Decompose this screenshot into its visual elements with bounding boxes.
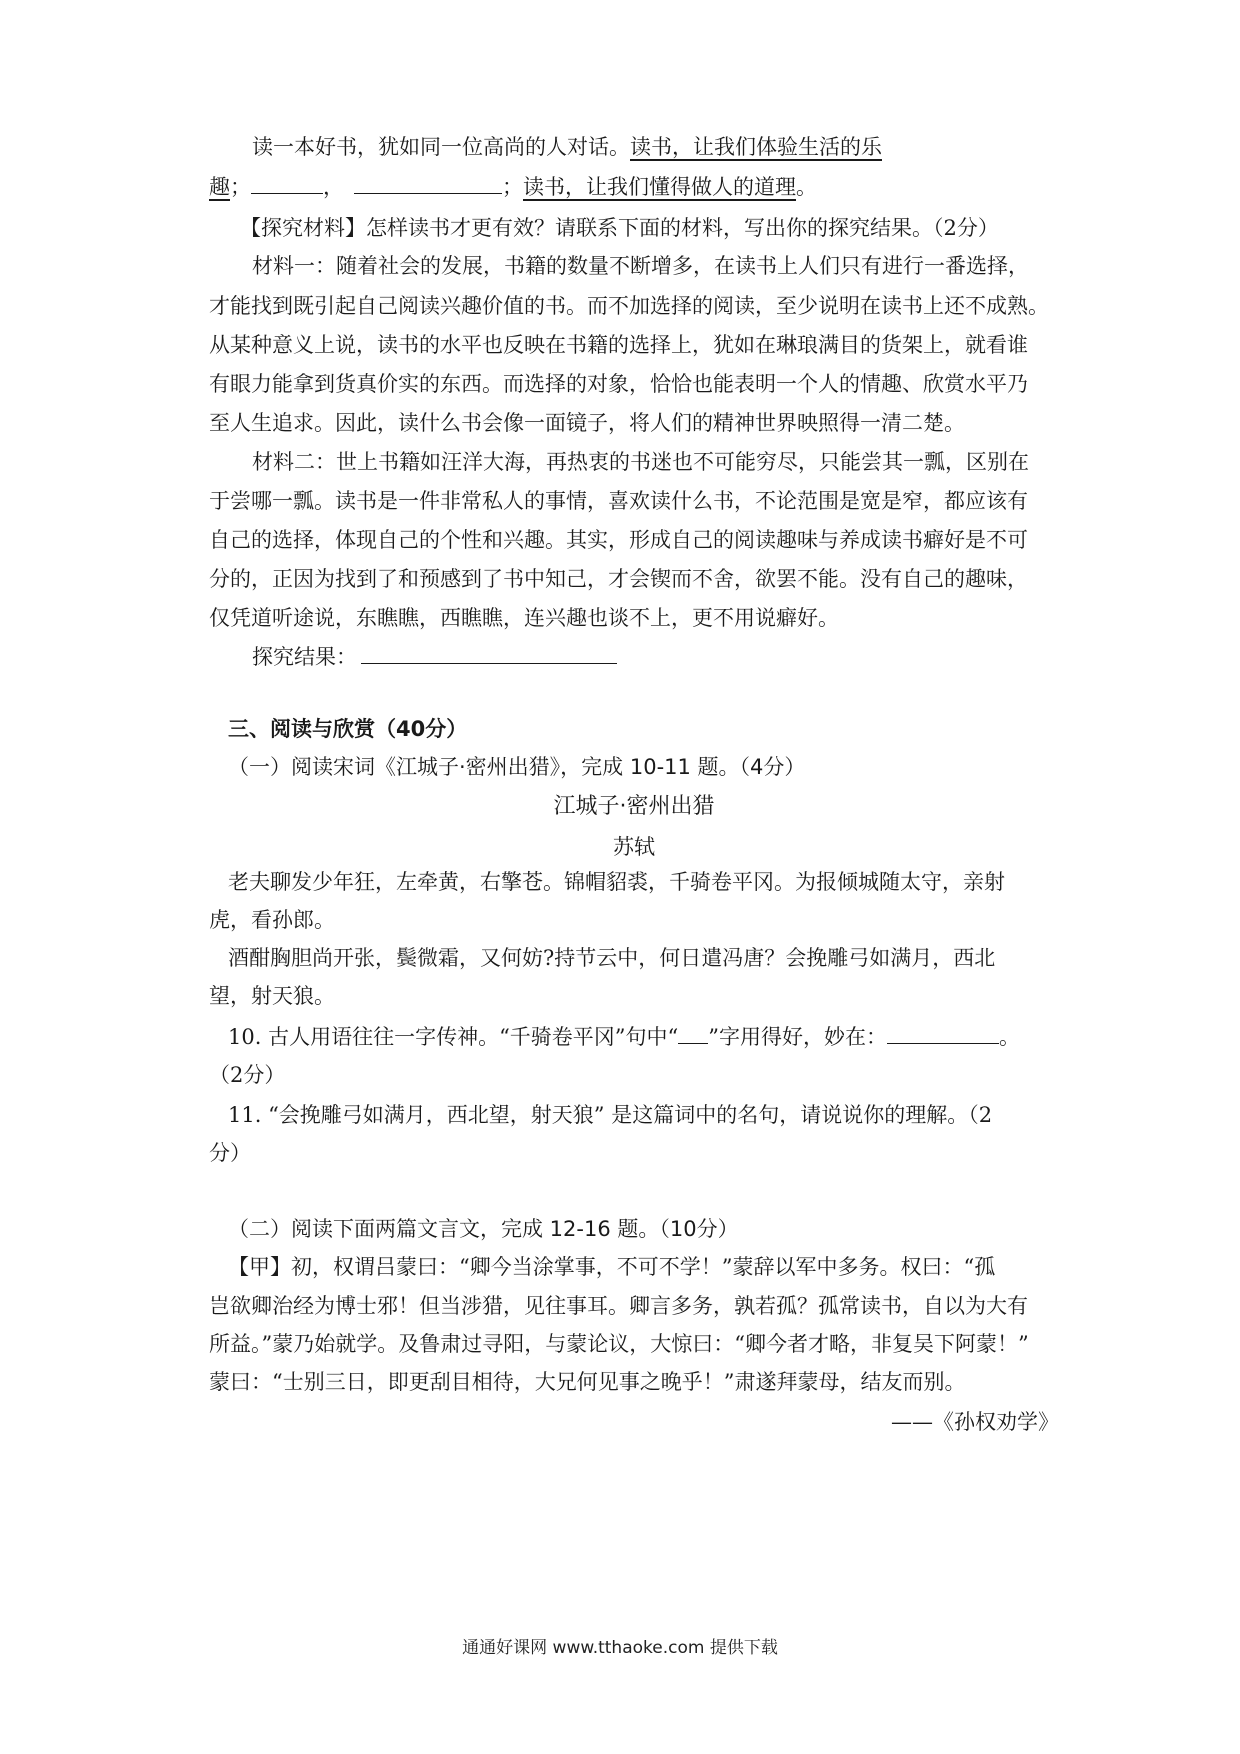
underlined-quote: 读书，让我们体验生活的乐: [630, 135, 882, 159]
q10-period: 。: [999, 1025, 1021, 1049]
material1-line: 才能找到既引起自己阅读兴趣价值的书。而不加选择的阅读，至少说明在读书上还不成熟。: [209, 294, 1049, 318]
classical-text-line: 岂欲卿治经为博士邪！但当涉猎，见往事耳。卿言多务，孰若孤？孤常读书，自以为大有: [209, 1294, 1028, 1318]
material2-line: 自己的选择，体现自己的个性和兴趣。其实，形成自己的阅读趣味与养成读书癖好是不可: [209, 528, 1028, 552]
page-footer: 通通好课网 www.tthaoke.com 提供下载: [462, 1638, 778, 1658]
classical-text-line: 蒙曰：“士别三日，即更刮目相待，大兄何见事之晚乎！”肃遂拜蒙母，结友而别。: [209, 1370, 966, 1394]
part2-intro: （二）阅读下面两篇文言文，完成 12-16 题。（10分）: [228, 1217, 739, 1241]
period: 。: [796, 175, 817, 199]
material2-line: 材料二：世上书籍如汪洋大海，再热衷的书迷也不可能穷尽，只能尝其一瓢，区别在: [252, 450, 1029, 474]
material1-line: 有眼力能拿到货真价实的东西。而选择的对象，恰恰也能表明一个人的情趣、欣赏水平乃: [209, 372, 1028, 396]
q10-text: 10. 古人用语往往一字传神。“千骑卷平冈”句中“: [228, 1025, 679, 1049]
q10-text: ”字用得好，妙在：: [708, 1025, 888, 1049]
material2-line: 于尝哪一瓢。读书是一件非常私人的事情，喜欢读什么书，不论范围是宽是窄，都应该有: [209, 489, 1028, 513]
poem-line: 酒酣胸胆尚开张，鬓微霜，又何妨?持节云中，何日遣冯唐？会挽雕弓如满月，西北: [228, 946, 996, 970]
separator: ；: [502, 175, 523, 199]
separator: ，: [323, 175, 344, 199]
poem-line: 望，射天狼。: [209, 984, 335, 1008]
poem-line: 虎，看孙郎。: [209, 908, 335, 932]
separator: ；: [230, 175, 251, 199]
question-11-cont: 分）: [209, 1141, 251, 1165]
q10-answer-blank[interactable]: [887, 1023, 999, 1044]
intro-line-1: [252, 132, 1059, 162]
explore-prompt: 【探究材料】怎样读书才更有效？请联系下面的材料，写出你的探究结果。（2分）: [240, 216, 999, 240]
explore-result: [252, 642, 1059, 672]
classical-text-line: 【甲】初，权谓吕蒙曰：“卿今当涂掌事，不可不学！”蒙辞以军中多务。权曰：“孤: [228, 1255, 996, 1279]
intro-text: 读一本好书，犹如同一位高尚的人对话。: [252, 135, 630, 159]
q10-char-blank[interactable]: [678, 1023, 708, 1044]
material1-line: 从某种意义上说，读书的水平也反映在书籍的选择上，犹如在琳琅满目的货架上，就看谁: [209, 333, 1028, 357]
text-source: ——《孙权劝学》: [891, 1410, 1059, 1434]
poem-title: 江城子·密州出猎: [553, 794, 715, 819]
material1-line: 材料一：随着社会的发展，书籍的数量不断增多，在读书上人们只有进行一番选择，: [252, 254, 1029, 278]
material1-line: 至人生追求。因此，读什么书会像一面镜子，将人们的精神世界映照得一清二楚。: [209, 411, 965, 435]
result-answer-blank[interactable]: [361, 643, 617, 664]
question-10: [228, 1022, 1035, 1052]
section-heading: 三、阅读与欣赏（40分）: [228, 717, 468, 741]
poem-line: 老夫聊发少年狂，左牵黄，右擎苍。锦帽貂裘，千骑卷平冈。为报倾城随太守，亲射: [228, 870, 1005, 894]
q10-score: （2分）: [209, 1063, 286, 1087]
material2-line: 分的，正因为找到了和预感到了书中知己，才会锲而不舍，欲罢不能。没有自己的趣味，: [209, 567, 1028, 591]
poem-author: 苏轼: [613, 835, 655, 859]
underlined-quote-end: 趣: [209, 175, 230, 199]
question-11: 11. “会挽雕弓如满月，西北望，射天狼” 是这篇词中的名句，请说说你的理解。（2: [228, 1103, 993, 1127]
answer-blank-1[interactable]: [251, 173, 323, 194]
part1-intro: （一）阅读宋词《江城子·密州出猎》，完成 10-11 题。（4分）: [228, 755, 806, 779]
underlined-quote: 读书，让我们懂得做人的道理: [523, 175, 796, 199]
material2-line: 仅凭道听途说，东瞧瞧，西瞧瞧，连兴趣也谈不上，更不用说癖好。: [209, 606, 839, 630]
intro-line-2: [209, 172, 1059, 202]
result-label: 探究结果：: [252, 645, 357, 669]
classical-text-line: 所益。”蒙乃始就学。及鲁肃过寻阳，与蒙论议，大惊曰：“卿今者才略，非复吴下阿蒙！”: [209, 1332, 1029, 1356]
answer-blank-2[interactable]: [354, 173, 502, 194]
